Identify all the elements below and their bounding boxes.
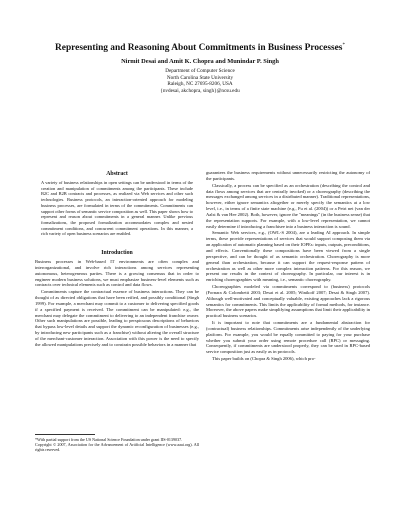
- body-paragraph: Semantic Web services, e.g., (OWL-S 2004), are a leading AI approach. In simple terms, these provide representations of services that would support composing them via an application of automatic planning based on their IOPEs: inputs, outputs, preconditions, and effects. Conventionally these compositions have been viewed from a single perspective, and can be thought of as semantic orchestration. Choreography is more general than orchestration, because it can support the request-response pattern of orchestration as well as other more complex interaction patterns. For this reason, we present our results in the context of choreography. In particular, our interest is in enriching choreographies with meaning, i.e., semantic choreography.: [206, 230, 370, 283]
- right-column: [206, 170, 370, 363]
- author-list: Nirmit Desai and Amit K. Chopra and Munindar P. Singh: [121, 58, 279, 65]
- body-paragraph: Business processes in Web-based IT environments are often complex and interorganizational, and involve rich interactions among services representing autonomous, heterogeneous parties. There is a growing consensus that in order to engineer modern business solutions, we must emphasize business-level elements such as contracts over technical elements such as control and data flows.: [35, 259, 199, 288]
- body-paragraph: Classically, a process can be specified as an orchestration (describing the control and data flows among services that are centrally invoked) or a choreography (describing the messages exchanged among services in a distributed manner). Traditional representations, however, either ignore semantics altogether or merely specify the semantics at a low level, i.e., in terms of a finite state machine (e.g., Fu et al. (2004)) or a Petri net (van der Aalst & van Hee 2002). Both, however, ignore the "meanings" (in the business sense) that the representation supports. For example, with a low-level representation, we cannot easily determine if introducing a franchisee into a business interaction is sound.: [206, 182, 370, 229]
- paper-title-text: Representing and Reasoning About Commitments in Business Processes: [55, 43, 343, 54]
- paper-title: [20, 40, 380, 54]
- author-emails: {nvdesai, akchopra, singh}@ncsu.edu: [160, 87, 240, 94]
- body-paragraph: guarantees the business requirements without unnecessarily restricting the autonomy of the participants.: [206, 170, 370, 181]
- affiliation-line: Raleigh, NC 27695-8206, USA: [167, 81, 233, 88]
- body-paragraph: It is important to note that commitments are a fundamental abstraction for (contractual) business relationships. Commitments arise independently of the underlying platform. For example, you would be equally committed to paying for your purchase whether you submit your order using remote procedure call (RPC) or messaging. Consequently, if commitments are understood properly, they can be used in RPC-based service composition just as easily as in protocols.: [206, 320, 370, 355]
- body-paragraph: Choreographies modeled via commitments correspond to (business) protocols (Fornara & Colombetti 2003; Desai et al. 2005; Winikoff 2007; Desai & Singh 2007). Although well-motivated and conceptually valuable, existing approaches lack a rigorous semantics for commitments. This limits the applicability of formal methods, for instance. Moreover, the above papers make simplifying assumptions that limit their applicability in practical business scenarios.: [206, 284, 370, 319]
- funding-footnote: *With partial support from the US National Science Foundation under grant IIS-0139037.: [35, 437, 183, 442]
- footnote-rule: [35, 434, 95, 435]
- copyright-notice: Copyright © 2007, Association for the Advancement of Artificial Intelligence (www.aaai.org). All rights reserved.: [35, 442, 199, 453]
- affiliation-line: Department of Computer Science: [165, 68, 235, 74]
- body-paragraph: This paper builds on (Chopra & Singh 2006), which pro-: [212, 356, 316, 362]
- abstract-heading: Abstract: [106, 171, 128, 177]
- affiliation-line: North Carolina State University: [166, 74, 234, 81]
- footnotes: [35, 434, 199, 453]
- left-column: [35, 170, 199, 349]
- title-footnote-mark: *: [342, 43, 345, 48]
- introduction-heading: Introduction: [101, 250, 133, 257]
- affiliation-block: [20, 68, 380, 94]
- abstract-text: A variety of business relationships in open settings can be understood in terms of the creation and manipulation of commitments among the participants. These include B2C and B2B contracts and processes, as realized via Web services and other such technologies. Business protocols, an interaction-oriented approach for modeling business processes, are formulated in terms of the commitments. Commitments can support other forms of semantic service composition as well. This paper shows how to represent and reason about commitments in a general manner. Unlike previous formalizations, the proposed formalization accommodates complex and nested commitment conditions, and concurrent commitment operations. In this manner, a rich variety of open business scenarios are enabled.: [41, 180, 193, 237]
- body-paragraph: Commitments capture the contractual essence of business interactions. They can be thought of as directed obligations that have been reified, and possibly conditional (Singh 1999). For example, a merchant may commit to a customer to delivering specified goods if a specified payment is received. The commitment can be manipulated: e.g., the merchant may delegate the commitment to delivering to an independent franchise owner. Other such manipulations are possible, leading to perspicuous descriptions of behaviors that bypass low-level details and support the dynamic reconfiguration of businesses (e.g., by introducing new participants such as a franchise) without altering the overall structure of the merchant-customer interaction. Association with this power is the need to specify the allowed manipulations precisely and to constrain possible behaviors in a manner that: [35, 289, 199, 347]
